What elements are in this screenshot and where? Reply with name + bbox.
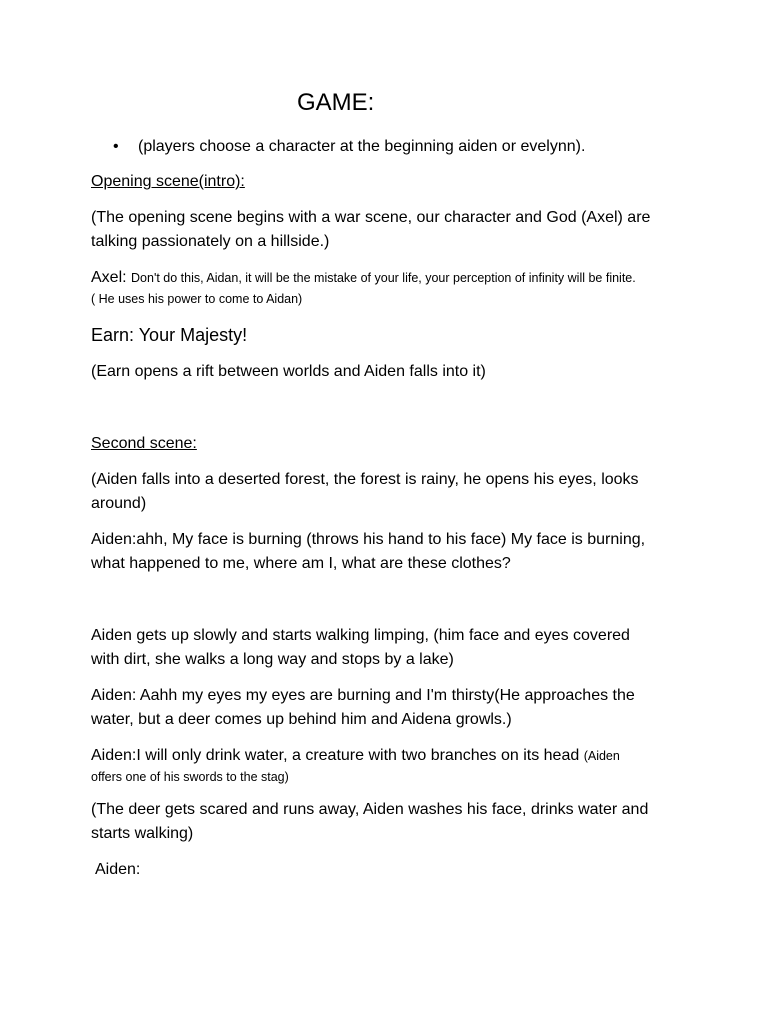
aiden-dialogue-3-main: Aiden:I will only drink water, a creature with two branches on its head [91, 747, 584, 764]
earn-dialogue: Earn: Your Majesty! [91, 325, 248, 345]
walking-paragraph-line-1: Aiden gets up slowly and starts walking limping, (him face and eyes covered [91, 627, 630, 644]
axel-line: Don't do this, Aidan, it will be the mistake of your life, your perception of infinity will be finite. [131, 271, 636, 285]
final-aiden-line: Aiden: [95, 861, 141, 878]
aiden-dialogue-3-line-1 [91, 746, 620, 766]
deer-paragraph-line-2: starts walking) [91, 825, 194, 842]
second-paragraph-line-2: around) [91, 495, 147, 512]
aiden-dialogue-1-line-2: what happened to me, where am I, what are these clothes? [91, 555, 511, 572]
aiden-dialogue-1-line-1: Aiden:ahh, My face is burning (throws his hand to his face) My face is burning, [91, 531, 646, 548]
opening-paragraph-line-1: (The opening scene begins with a war scene, our character and God (Axel) are [91, 209, 651, 226]
second-paragraph-line-1: (Aiden falls into a deserted forest, the forest is rainy, he opens his eyes, looks [91, 471, 639, 488]
walking-paragraph-line-2: with dirt, she walks a long way and stops by a lake) [91, 651, 454, 668]
opening-scene-heading: Opening scene(intro): [91, 173, 245, 190]
aiden-dialogue-2-line-1: Aiden: Aahh my eyes my eyes are burning and I'm thirsty(He approaches the [91, 687, 635, 704]
aiden-dialogue-3-line-2: offers one of his swords to the stag) [91, 770, 289, 784]
aiden-dialogue-3-note: (Aiden [583, 749, 620, 763]
axel-speaker: Axel: [91, 269, 132, 286]
deer-paragraph-line-1: (The deer gets scared and runs away, Aiden washes his face, drinks water and [91, 801, 649, 818]
second-scene-heading: Second scene: [91, 435, 197, 452]
earn-action: (Earn opens a rift between worlds and Aiden falls into it) [91, 363, 486, 380]
bullet-icon: • [113, 138, 119, 155]
bullet-text: (players choose a character at the beginning aiden or evelynn). [138, 138, 586, 155]
opening-paragraph-line-2: talking passionately on a hillside.) [91, 233, 330, 250]
axel-action: ( He uses his power to come to Aidan) [91, 292, 303, 306]
axel-dialogue [91, 268, 636, 288]
document-title: GAME: [297, 89, 375, 116]
aiden-dialogue-2-line-2: water, but a deer comes up behind him and Aidena growls.) [91, 711, 512, 728]
